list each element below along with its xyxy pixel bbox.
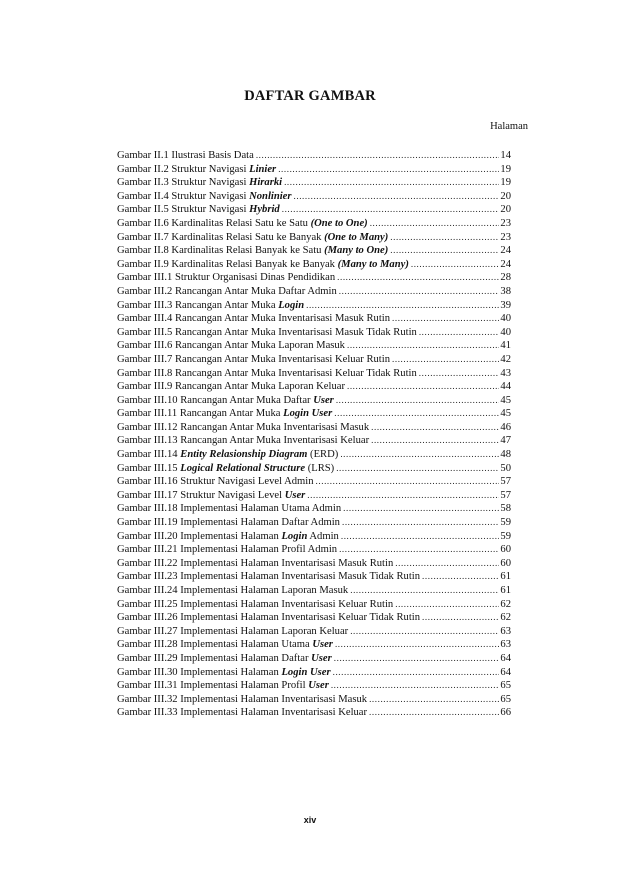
figure-entry-title-text: Gambar II.5 Struktur Navigasi	[117, 204, 250, 216]
figure-entry-title	[117, 462, 334, 476]
figure-entry-title-emphasis: (One to One)	[310, 217, 368, 229]
figure-entry-title	[117, 530, 339, 544]
figure-entry-page: 19	[500, 177, 511, 189]
figure-entry-title-text: Gambar III.5 Rancangan Antar Muka Inventarisasi Masuk Tidak Rutin	[117, 326, 417, 338]
figure-entry[interactable]	[117, 652, 511, 666]
figure-entry-page: 64	[500, 652, 511, 664]
figure-entry-title-text: Gambar III.9 Rancangan Antar Muka Laporan Keluar	[117, 381, 345, 393]
figure-entry-title-suffix: Admin	[307, 530, 339, 542]
figure-entry[interactable]	[117, 611, 511, 625]
dot-leader	[370, 217, 499, 231]
figure-entry-title-text: Gambar II.4 Struktur Navigasi	[117, 190, 250, 202]
figure-entry[interactable]	[117, 706, 511, 720]
figure-entry-page: 57	[500, 489, 511, 501]
dot-leader	[419, 326, 499, 340]
figure-entry-title	[117, 231, 388, 245]
figure-entry-title	[117, 679, 329, 693]
figure-entry[interactable]	[117, 326, 511, 340]
figure-entry-title-emphasis: (Many to Many)	[337, 258, 409, 270]
figure-entry-title	[117, 706, 367, 720]
figure-entry-title-text: Gambar III.12 Rancangan Antar Muka Inventarisasi Masuk	[117, 421, 370, 433]
figure-entry-page: 43	[500, 367, 511, 379]
figure-entry-title-text: Gambar III.22 Implementasi Halaman Inventarisasi Masuk Rutin	[117, 557, 394, 569]
figure-entry-page: 19	[500, 163, 511, 175]
dot-leader	[369, 693, 499, 707]
dot-leader	[334, 407, 499, 421]
dot-leader	[337, 271, 499, 285]
figure-entry-title	[117, 666, 331, 680]
dot-leader	[306, 299, 499, 313]
figure-entry-title-emphasis: Login	[281, 530, 308, 542]
figure-entry-title	[117, 516, 340, 530]
figure-entry-title-emphasis: User	[284, 489, 306, 501]
figure-entry-title-text: Gambar II.2 Struktur Navigasi	[117, 163, 250, 175]
dot-leader	[369, 706, 499, 720]
figure-entry-title-emphasis: User	[308, 680, 329, 692]
figure-list	[117, 149, 511, 720]
figure-entry-page: 23	[500, 231, 511, 243]
figure-entry-page: 64	[500, 666, 511, 678]
figure-entry-title	[117, 625, 348, 639]
figure-entry-title-text: Gambar III.33 Implementasi Halaman Inventarisasi Keluar	[117, 707, 368, 719]
figure-entry-title-text: Gambar III.20 Implementasi Halaman	[117, 530, 282, 542]
dot-leader	[392, 312, 499, 326]
figure-entry-page: 47	[500, 435, 511, 447]
figure-entry-title-emphasis: User	[312, 639, 333, 651]
dot-leader	[331, 679, 499, 693]
dot-leader	[371, 421, 499, 435]
figure-entry-title	[117, 598, 393, 612]
figure-entry-title-text: Gambar III.6 Rancangan Antar Muka Laporan Masuk	[117, 340, 345, 352]
figure-entry-page: 42	[500, 353, 511, 365]
figure-entry[interactable]	[117, 584, 511, 598]
figure-entry-title	[117, 611, 420, 625]
dot-leader	[341, 530, 499, 544]
figure-entry-title	[117, 421, 369, 435]
figure-entry[interactable]	[117, 231, 511, 245]
figure-entry-title-emphasis: Login User	[283, 408, 333, 420]
page-title: DAFTAR GAMBAR	[244, 88, 376, 104]
figure-entry-title	[117, 190, 292, 204]
figure-entry-page: 58	[500, 503, 511, 515]
dot-leader	[336, 394, 499, 408]
figure-entry-page: 59	[500, 517, 511, 529]
figure-entry-page: 40	[500, 326, 511, 338]
figure-entry-title	[117, 367, 417, 381]
figure-entry-title-text: Gambar III.14	[117, 449, 181, 461]
figure-entry-title-text: Gambar III.17 Struktur Navigasi Level	[117, 489, 285, 501]
figure-entry-title-text: Gambar II.1 Ilustrasi Basis Data	[117, 150, 254, 161]
dot-leader	[340, 448, 499, 462]
figure-entry-title	[117, 489, 305, 503]
figure-entry-title-emphasis: Hirarki	[249, 177, 283, 189]
page-number: xiv	[303, 815, 317, 825]
figure-entry[interactable]	[117, 679, 511, 693]
figure-entry-title	[117, 339, 345, 353]
page-column-label: Halaman	[490, 121, 528, 132]
figure-entry[interactable]	[117, 489, 511, 503]
dot-leader	[294, 190, 500, 204]
figure-entry-title-text: Gambar III.1 Struktur Organisasi Dinas Pendidikan	[117, 272, 336, 284]
dot-leader	[278, 163, 499, 177]
figure-entry-title-text: Gambar III.18 Implementasi Halaman Utama Admin	[117, 503, 342, 515]
figure-entry-title	[117, 693, 367, 707]
figure-entry[interactable]	[117, 475, 511, 489]
dot-leader	[336, 462, 499, 476]
figure-entry-page: 39	[500, 299, 511, 311]
figure-entry-title	[117, 244, 388, 258]
dot-leader	[422, 570, 499, 584]
figure-entry-page: 20	[500, 204, 511, 216]
figure-entry-title-text: Gambar II.3 Struktur Navigasi	[117, 177, 250, 189]
dot-leader	[350, 584, 499, 598]
figure-entry-title-emphasis: (Many to One)	[324, 245, 389, 257]
dot-leader	[395, 598, 499, 612]
dot-leader	[334, 652, 499, 666]
figure-entry-title-emphasis: Nonlinier	[249, 190, 292, 202]
figure-entry-title-text: Gambar III.31 Implementasi Halaman Profil	[117, 680, 309, 692]
figure-entry-title	[117, 271, 335, 285]
figure-entry[interactable]	[117, 203, 511, 217]
figure-entry-page: 28	[500, 272, 511, 284]
figure-entry-title	[117, 163, 276, 177]
figure-entry-title-text: Gambar III.30 Implementasi Halaman	[117, 666, 282, 678]
figure-entry-title	[117, 353, 390, 367]
dot-leader	[390, 244, 499, 258]
figure-entry[interactable]	[117, 448, 511, 462]
figure-entry-title	[117, 638, 333, 652]
figure-entry-title	[117, 570, 420, 584]
figure-entry-title-text: Gambar III.11 Rancangan Antar Muka	[117, 408, 284, 420]
figure-entry[interactable]	[117, 693, 511, 707]
figure-entry-title-emphasis: (One to Many)	[324, 231, 389, 243]
figure-entry-title-text: Gambar III.26 Implementasi Halaman Inventarisasi Keluar Tidak Rutin	[117, 612, 421, 624]
figure-entry[interactable]	[117, 353, 511, 367]
dot-leader	[422, 611, 499, 625]
figure-entry[interactable]	[117, 244, 511, 258]
figure-entry-title	[117, 434, 369, 448]
figure-entry-title	[117, 652, 332, 666]
figure-entry-title-text: Gambar II.8 Kardinalitas Relasi Banyak ke Satu	[117, 245, 325, 257]
figure-entry-title	[117, 258, 409, 272]
figure-entry-title-text: Gambar III.25 Implementasi Halaman Inventarisasi Keluar Rutin	[117, 598, 394, 610]
figure-entry[interactable]	[117, 421, 511, 435]
figure-entry-title-suffix: (LRS)	[305, 462, 335, 474]
figure-entry-page: 50	[500, 462, 511, 474]
figure-entry-page: 40	[500, 313, 511, 325]
figure-entry[interactable]	[117, 598, 511, 612]
dot-leader	[256, 149, 499, 163]
figure-entry-title	[117, 380, 345, 394]
figure-entry-title	[117, 584, 348, 598]
figure-entry[interactable]	[117, 190, 511, 204]
figure-entry-page: 59	[500, 530, 511, 542]
figure-entry-title-suffix: (ERD)	[307, 449, 339, 461]
figure-entry[interactable]	[117, 502, 511, 516]
figure-entry-page: 24	[500, 245, 511, 257]
figure-entry[interactable]	[117, 176, 511, 190]
figure-entry-page: 60	[500, 557, 511, 569]
figure-entry[interactable]	[117, 570, 511, 584]
dot-leader	[335, 638, 499, 652]
figure-entry-title-text: Gambar III.4 Rancangan Antar Muka Inventarisasi Masuk Rutin	[117, 313, 391, 325]
dot-leader	[392, 353, 499, 367]
figure-entry[interactable]	[117, 557, 511, 571]
figure-entry-page: 63	[500, 625, 511, 637]
figure-entry-page: 44	[500, 381, 511, 393]
figure-entry[interactable]	[117, 530, 511, 544]
figure-entry-title-emphasis: Entity Relasionship Diagram	[180, 449, 308, 461]
figure-entry-title	[117, 326, 417, 340]
figure-entry-page: 23	[500, 217, 511, 229]
dot-leader	[390, 231, 499, 245]
figure-entry[interactable]	[117, 543, 511, 557]
figure-entry-title-text: Gambar III.27 Implementasi Halaman Laporan Keluar	[117, 625, 349, 637]
figure-entry-title-emphasis: User	[311, 652, 332, 664]
figure-entry-title	[117, 394, 334, 408]
figure-entry-title-text: Gambar III.28 Implementasi Halaman Utama	[117, 639, 313, 651]
figure-entry[interactable]	[117, 516, 511, 530]
figure-entry-title-text: Gambar II.7 Kardinalitas Relasi Satu ke Banyak	[117, 231, 325, 243]
figure-entry-title	[117, 312, 390, 326]
figure-entry[interactable]	[117, 312, 511, 326]
figure-entry[interactable]	[117, 638, 511, 652]
dot-leader	[347, 339, 499, 353]
dot-leader	[343, 502, 499, 516]
figure-entry-page: 61	[500, 571, 511, 583]
figure-entry-title	[117, 203, 280, 217]
figure-entry-title	[117, 149, 254, 163]
figure-entry-title-text: Gambar III.7 Rancangan Antar Muka Inventarisasi Keluar Rutin	[117, 353, 390, 365]
figure-entry[interactable]	[117, 217, 511, 231]
figure-entry-title-text: Gambar III.13 Rancangan Antar Muka Inventarisasi Keluar	[117, 435, 370, 447]
dot-leader	[350, 625, 499, 639]
figure-entry-title	[117, 502, 341, 516]
dot-leader	[395, 557, 499, 571]
dot-leader	[307, 489, 499, 503]
figure-entry-title	[117, 299, 304, 313]
figure-entry-title-text: Gambar III.2 Rancangan Antar Muka Daftar Admin	[117, 285, 337, 297]
dot-leader	[333, 666, 499, 680]
figure-entry-page: 41	[500, 340, 511, 352]
figure-entry-title-text: Gambar III.29 Implementasi Halaman Daftar	[117, 652, 312, 664]
figure-entry-title-text: Gambar III.10 Rancangan Antar Muka Daftar	[117, 394, 314, 406]
figure-entry[interactable]	[117, 299, 511, 313]
figure-entry-page: 14	[500, 150, 511, 161]
dot-leader	[282, 203, 499, 217]
dot-leader	[316, 475, 499, 489]
figure-entry-page: 45	[500, 394, 511, 406]
figure-entry[interactable]	[117, 666, 511, 680]
figure-entry-title	[117, 448, 338, 462]
figure-entry-title	[117, 217, 368, 231]
figure-entry[interactable]	[117, 434, 511, 448]
figure-entry-page: 45	[500, 408, 511, 420]
figure-entry-page: 62	[500, 612, 511, 624]
figure-entry[interactable]	[117, 380, 511, 394]
figure-entry-title	[117, 543, 337, 557]
figure-entry-title-text: Gambar III.21 Implementasi Halaman Profil Admin	[117, 544, 338, 556]
figure-entry[interactable]	[117, 394, 511, 408]
figure-entry-title	[117, 407, 332, 421]
figure-entry[interactable]	[117, 149, 511, 163]
figure-entry-page: 57	[500, 476, 511, 488]
dot-leader	[371, 434, 499, 448]
figure-entry-title-text: Gambar III.16 Struktur Navigasi Level Admin	[117, 476, 314, 488]
figure-entry[interactable]	[117, 163, 511, 177]
figure-entry-page: 65	[500, 680, 511, 692]
figure-entry-page: 38	[500, 285, 511, 297]
dot-leader	[284, 176, 499, 190]
dot-leader	[339, 285, 499, 299]
figure-entry[interactable]	[117, 407, 511, 421]
figure-entry-page: 24	[500, 258, 511, 270]
figure-entry-title	[117, 285, 337, 299]
dot-leader	[347, 380, 499, 394]
dot-leader	[339, 543, 499, 557]
figure-entry-title-text: Gambar III.19 Implementasi Halaman Daftar Admin	[117, 517, 340, 529]
figure-entry-title-emphasis: Login	[278, 299, 305, 311]
figure-entry-title-text: Gambar III.15	[117, 462, 181, 474]
figure-entry-page: 20	[500, 190, 511, 202]
figure-entry-page: 62	[500, 598, 511, 610]
figure-entry[interactable]	[117, 271, 511, 285]
figure-entry-title-text: Gambar II.6 Kardinalitas Relasi Satu ke Satu	[117, 217, 311, 229]
figure-entry-title	[117, 557, 393, 571]
figure-entry-page: 61	[500, 585, 511, 596]
figure-entry-title-emphasis: Logical Relational Structure	[180, 462, 306, 474]
figure-entry-title	[117, 475, 314, 489]
figure-entry-title-text: Gambar II.9 Kardinalitas Relasi Banyak ke Banyak	[117, 258, 338, 270]
figure-entry-title-emphasis: Hybrid	[249, 204, 280, 216]
figure-entry[interactable]	[117, 285, 511, 299]
figure-entry[interactable]	[117, 367, 511, 381]
figure-entry-page: 48	[500, 449, 511, 461]
figure-entry[interactable]	[117, 258, 511, 272]
figure-entry-title-emphasis: Linier	[249, 163, 277, 175]
figure-entry-title-text: Gambar III.24 Implementasi Halaman Laporan Masuk	[117, 585, 349, 596]
figure-entry-title-emphasis: Login User	[281, 666, 331, 678]
figure-entry-page: 60	[500, 544, 511, 556]
figure-entry-title-text: Gambar III.8 Rancangan Antar Muka Inventarisasi Keluar Tidak Rutin	[117, 367, 417, 379]
figure-entry[interactable]	[117, 462, 511, 476]
figure-entry-title-text: Gambar III.3 Rancangan Antar Muka	[117, 299, 279, 311]
figure-entry-page: 65	[500, 693, 511, 705]
dot-leader	[419, 367, 499, 381]
figure-entry-page: 63	[500, 639, 511, 651]
figure-entry-page: 66	[500, 707, 511, 719]
figure-entry-title-text: Gambar III.32 Implementasi Halaman Inventarisasi Masuk	[117, 693, 368, 705]
figure-entry-page: 46	[500, 421, 511, 433]
figure-entry-title-emphasis: User	[313, 394, 334, 406]
dot-leader	[342, 516, 499, 530]
figure-entry-title	[117, 176, 282, 190]
figure-entry-title-text: Gambar III.23 Implementasi Halaman Inventarisasi Masuk Tidak Rutin	[117, 571, 421, 583]
figure-entry[interactable]	[117, 339, 511, 353]
figure-entry[interactable]	[117, 625, 511, 639]
dot-leader	[411, 258, 499, 272]
